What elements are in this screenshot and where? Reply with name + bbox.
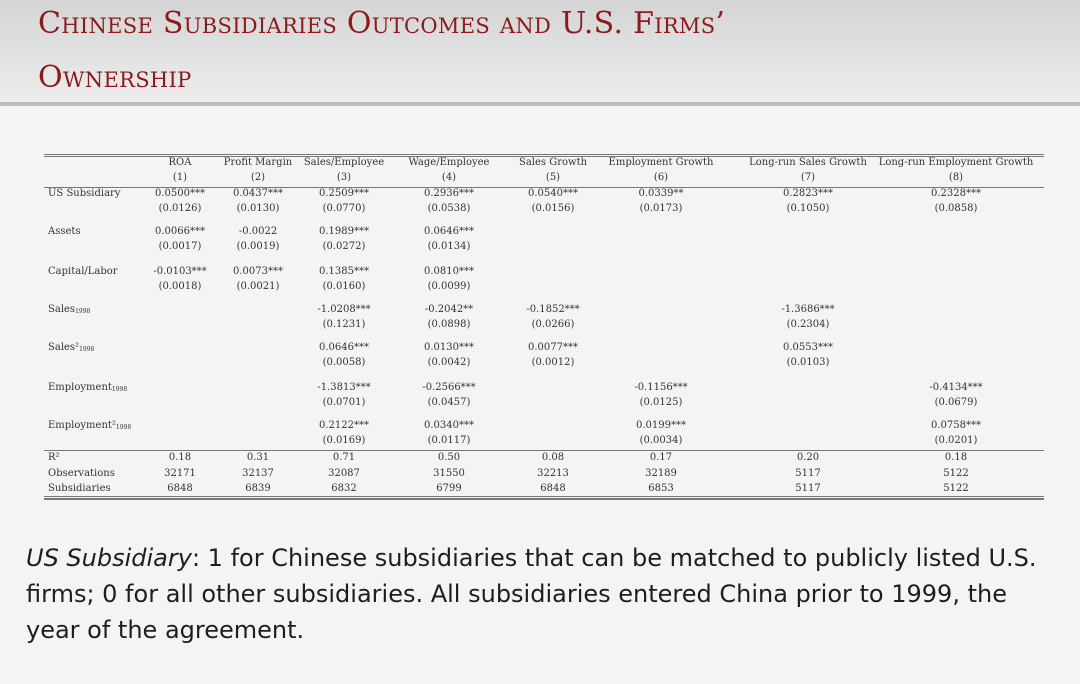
coefficient-cell: -0.1852*** bbox=[526, 304, 580, 315]
row-label bbox=[48, 304, 90, 318]
column-header: Wage/Employee bbox=[408, 157, 490, 168]
column-header: Long-run Sales Growth bbox=[749, 157, 867, 168]
stat-cell: 0.08 bbox=[541, 452, 565, 463]
stat-cell: 32137 bbox=[242, 468, 274, 479]
std-error-cell: (0.0099) bbox=[427, 281, 471, 292]
coefficient-cell: 0.0339** bbox=[638, 188, 684, 199]
coefficient-cell: 0.0077*** bbox=[528, 342, 578, 353]
column-header: Employment Growth bbox=[608, 157, 714, 168]
row-label-text: Employment bbox=[48, 382, 112, 393]
stat-cell: 0.18 bbox=[944, 452, 968, 463]
std-error-cell: (0.0042) bbox=[427, 357, 471, 368]
std-error-cell: (0.0019) bbox=[236, 241, 280, 252]
column-number: (7) bbox=[800, 172, 816, 183]
column-number: (2) bbox=[250, 172, 266, 183]
std-error-cell: (0.0169) bbox=[322, 435, 366, 446]
std-error-cell: (0.0058) bbox=[322, 357, 366, 368]
column-header: Long-run Employment Growth bbox=[878, 157, 1034, 168]
stat-cell: 6848 bbox=[540, 483, 566, 494]
coefficient-cell: -0.0022 bbox=[238, 226, 278, 237]
stat-cell: 0.20 bbox=[796, 452, 820, 463]
coefficient-cell: 0.1385*** bbox=[319, 266, 369, 277]
std-error-cell: (0.0125) bbox=[639, 397, 683, 408]
stat-label: R² bbox=[48, 452, 60, 463]
stat-cell: 32171 bbox=[164, 468, 196, 479]
slide-header bbox=[0, 0, 1080, 106]
std-error-cell: (0.0156) bbox=[531, 203, 575, 214]
row-label: Assets bbox=[48, 226, 81, 237]
std-error-cell: (0.0160) bbox=[322, 281, 366, 292]
coefficient-cell: -0.2042** bbox=[424, 304, 474, 315]
stat-cell: 5122 bbox=[943, 468, 969, 479]
std-error-cell: (0.2304) bbox=[786, 319, 830, 330]
coefficient-cell: -1.3813*** bbox=[317, 382, 371, 393]
coefficient-cell: 0.2823*** bbox=[783, 188, 833, 199]
stat-label: Observations bbox=[48, 468, 115, 479]
coefficient-cell: 0.0646*** bbox=[424, 226, 474, 237]
std-error-cell: (0.0173) bbox=[639, 203, 683, 214]
row-label-subscript: 1998 bbox=[115, 424, 132, 431]
table-stats-rule bbox=[44, 450, 1044, 451]
std-error-cell: (0.0018) bbox=[158, 281, 202, 292]
row-label-subscript: 1998 bbox=[75, 308, 91, 315]
column-number: (1) bbox=[172, 172, 188, 183]
std-error-cell: (0.0770) bbox=[322, 203, 366, 214]
std-error-cell: (0.0034) bbox=[639, 435, 683, 446]
stat-cell: 0.31 bbox=[246, 452, 270, 463]
coefficient-cell: 0.0437*** bbox=[233, 188, 283, 199]
column-header: ROA bbox=[168, 157, 192, 168]
column-number: (5) bbox=[545, 172, 561, 183]
stat-cell: 32189 bbox=[645, 468, 677, 479]
stat-cell: 6839 bbox=[245, 483, 271, 494]
std-error-cell: (0.0266) bbox=[531, 319, 575, 330]
coefficient-cell: 0.0340*** bbox=[424, 420, 474, 431]
coefficient-cell: -0.0103*** bbox=[153, 266, 207, 277]
stat-cell: 6832 bbox=[331, 483, 357, 494]
std-error-cell: (0.0538) bbox=[427, 203, 471, 214]
stat-cell: 32213 bbox=[537, 468, 569, 479]
row-label: Capital/Labor bbox=[48, 266, 118, 277]
coefficient-cell: 0.0130*** bbox=[424, 342, 474, 353]
row-label-text: Sales² bbox=[48, 342, 80, 353]
coefficient-cell: -0.4134*** bbox=[929, 382, 983, 393]
stat-cell: 32087 bbox=[328, 468, 360, 479]
std-error-cell: (0.0272) bbox=[322, 241, 366, 252]
column-header: Sales Growth bbox=[518, 157, 588, 168]
std-error-cell: (0.0679) bbox=[934, 397, 978, 408]
coefficient-cell: 0.0758*** bbox=[931, 420, 981, 431]
std-error-cell: (0.0117) bbox=[427, 435, 471, 446]
coefficient-cell: 0.2122*** bbox=[319, 420, 369, 431]
column-number: (6) bbox=[653, 172, 669, 183]
row-label bbox=[48, 342, 94, 356]
row-label-text: Sales bbox=[48, 304, 76, 315]
caption bbox=[26, 540, 1066, 648]
std-error-cell: (0.0021) bbox=[236, 281, 280, 292]
std-error-cell: (0.0012) bbox=[531, 357, 575, 368]
table-bottom-rule-2 bbox=[44, 498, 1044, 500]
row-label-text: Employment² bbox=[48, 420, 116, 431]
std-error-cell: (0.0103) bbox=[786, 357, 830, 368]
stat-cell: 0.71 bbox=[332, 452, 356, 463]
coefficient-cell: 0.0073*** bbox=[233, 266, 283, 277]
coefficient-cell: 0.2509*** bbox=[319, 188, 369, 199]
slide-title-line-1: Chinese Subsidiaries Outcomes and U.S. Firms’ bbox=[38, 6, 726, 41]
column-number: (3) bbox=[336, 172, 352, 183]
column-header: Sales/Employee bbox=[303, 157, 385, 168]
stat-label: Subsidiaries bbox=[48, 483, 111, 494]
std-error-cell: (0.0134) bbox=[427, 241, 471, 252]
coefficient-cell: 0.1989*** bbox=[319, 226, 369, 237]
std-error-cell: (0.0130) bbox=[236, 203, 280, 214]
stat-cell: 6799 bbox=[436, 483, 462, 494]
stat-cell: 5122 bbox=[943, 483, 969, 494]
column-number: (4) bbox=[441, 172, 457, 183]
std-error-cell: (0.0898) bbox=[427, 319, 471, 330]
coefficient-cell: 0.0646*** bbox=[319, 342, 369, 353]
column-header: Profit Margin bbox=[223, 157, 293, 168]
coefficient-cell: 0.0553*** bbox=[783, 342, 833, 353]
stat-cell: 0.18 bbox=[168, 452, 192, 463]
std-error-cell: (0.0701) bbox=[322, 397, 366, 408]
coefficient-cell: 0.2328*** bbox=[931, 188, 981, 199]
std-error-cell: (0.0201) bbox=[934, 435, 978, 446]
caption-term: US Subsidiary bbox=[26, 544, 192, 572]
slide-title-line-2: Ownership bbox=[38, 60, 192, 95]
coefficient-cell: 0.0540*** bbox=[528, 188, 578, 199]
stat-cell: 5117 bbox=[795, 468, 821, 479]
coefficient-cell: 0.0810*** bbox=[424, 266, 474, 277]
std-error-cell: (0.0457) bbox=[427, 397, 471, 408]
coefficient-cell: -0.1156*** bbox=[634, 382, 688, 393]
std-error-cell: (0.1231) bbox=[322, 319, 366, 330]
coefficient-cell: -1.0208*** bbox=[317, 304, 371, 315]
row-label: US Subsidiary bbox=[48, 188, 121, 199]
row-label bbox=[48, 420, 131, 434]
stat-cell: 6853 bbox=[648, 483, 674, 494]
row-label-subscript: 1998 bbox=[111, 386, 128, 393]
coefficient-cell: -1.3686*** bbox=[781, 304, 835, 315]
stat-cell: 0.50 bbox=[437, 452, 461, 463]
coefficient-cell: 0.0199*** bbox=[636, 420, 686, 431]
regression-table bbox=[44, 154, 1044, 500]
table-bottom-rule bbox=[44, 496, 1044, 497]
row-label-subscript: 1998 bbox=[79, 346, 95, 353]
std-error-cell: (0.0858) bbox=[934, 203, 978, 214]
stat-cell: 5117 bbox=[795, 483, 821, 494]
coefficient-cell: 0.0066*** bbox=[155, 226, 205, 237]
std-error-cell: (0.0017) bbox=[158, 241, 202, 252]
coefficient-cell: -0.2566*** bbox=[422, 382, 476, 393]
coefficient-cell: 0.2936*** bbox=[424, 188, 474, 199]
stat-cell: 6848 bbox=[167, 483, 193, 494]
stat-cell: 0.17 bbox=[649, 452, 673, 463]
stat-cell: 31550 bbox=[433, 468, 465, 479]
std-error-cell: (0.1050) bbox=[786, 203, 830, 214]
row-label bbox=[48, 382, 127, 396]
coefficient-cell: 0.0500*** bbox=[155, 188, 205, 199]
caption-text: : 1 for Chinese subsidiaries that can be matched to publicly listed U.S. firms; 0 for all other subsidiaries. All subsidiaries entered China prior to 1999, the year of the agreement. bbox=[26, 544, 1037, 644]
column-number: (8) bbox=[948, 172, 964, 183]
std-error-cell: (0.0126) bbox=[158, 203, 202, 214]
table-top-rule bbox=[44, 154, 1044, 155]
